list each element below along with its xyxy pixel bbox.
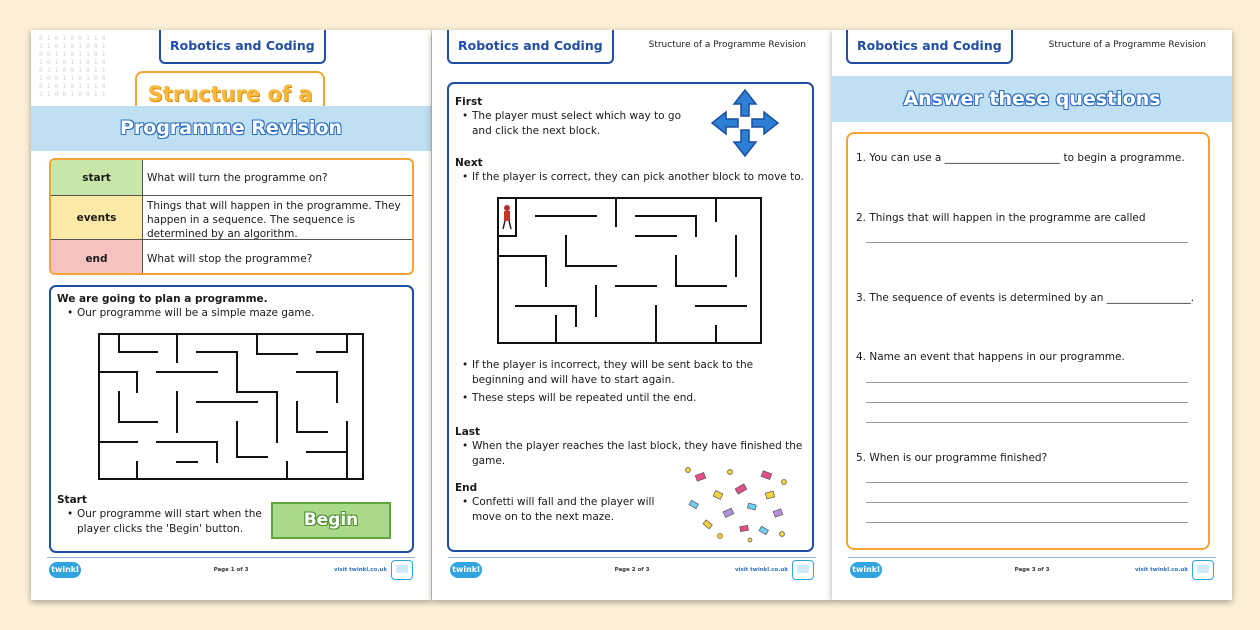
last-bullet: • When the player reaches the last block, they have finished the game.	[472, 439, 812, 468]
title-line-1: Structure of a	[135, 71, 325, 117]
end-heading: End	[455, 482, 478, 494]
site-link[interactable]: visit twinkl.co.uk	[333, 567, 387, 573]
maze-diagram	[97, 332, 367, 482]
badge-icon	[391, 560, 413, 580]
header-tab: Robotics and Coding	[159, 30, 326, 64]
page-number: Page 1 of 3	[213, 567, 249, 573]
binary-decoration: 0 1 0 1 0 0 1 1 0 1 1 0 1 0 1 0 0 1 0 0 1 1 0 1 1 0 1 1 0 1 0 1 1 0 1 0 0 1 1 0 0 1 0 1 1 1 0 0 1 1 0 1 0 0 0 1 0 1 0 1 1 1 0 1 1 0 0 1 0 0 1 1	[39, 34, 106, 98]
first-heading: First	[455, 96, 483, 108]
plan-bullet: • Our programme will be a simple maze game.	[77, 306, 314, 321]
begin-button[interactable]: Begin	[271, 502, 391, 539]
header-tab: Robotics and Coding	[846, 30, 1013, 64]
first-bullet: • The player must select which way to go and click the next block.	[472, 109, 697, 138]
question-5: 5. When is our programme finished?	[856, 452, 1048, 464]
answer-line[interactable]	[866, 242, 1188, 243]
site-link[interactable]: visit twinkl.co.uk	[734, 567, 788, 573]
start-bullet: • Our programme will start when the player clicks the 'Begin' button.	[77, 507, 262, 536]
header-tab: Robotics and Coding	[447, 30, 614, 64]
repeat-bullet: • These steps will be repeated until the end.	[472, 391, 696, 406]
badge-icon	[1192, 560, 1214, 580]
worksheet-page-1	[31, 30, 431, 600]
plan-heading: We are going to plan a programme.	[57, 293, 268, 305]
badge-icon	[792, 560, 814, 580]
answer-line[interactable]	[866, 402, 1188, 403]
questions-box	[846, 132, 1210, 550]
answer-line[interactable]	[866, 422, 1188, 423]
incorrect-bullet: • If the player is incorrect, they will be sent back to the beginning and will have to start again.	[472, 358, 807, 387]
footer-divider	[47, 557, 415, 558]
footer-divider	[448, 557, 816, 558]
answer-line[interactable]	[866, 382, 1188, 383]
page-number: Page 2 of 3	[614, 567, 650, 573]
term-definition: What will stop the programme?	[147, 252, 313, 265]
start-heading: Start	[57, 494, 87, 506]
answer-line[interactable]	[866, 522, 1188, 523]
question-4: 4. Name an event that happens in our programme.	[856, 351, 1125, 363]
page-subtitle: Structure of a Programme Revision	[648, 40, 806, 50]
twinkl-logo: twinkl	[850, 562, 882, 578]
answer-line[interactable]	[866, 502, 1188, 503]
question-3: 3. The sequence of events is determined by an ________________.	[856, 292, 1195, 304]
term-definition: Things that will happen in the programme. They happen in a sequence. The sequence is determined by an algorithm.	[147, 200, 401, 240]
maze-diagram	[496, 196, 764, 346]
answer-line[interactable]	[866, 482, 1188, 483]
title-line-2: Programme Revision	[31, 106, 431, 151]
worksheet-page-3	[832, 30, 1232, 600]
term-definition: What will turn the programme on?	[147, 171, 328, 184]
question-2: 2. Things that will happen in the programme are called	[856, 212, 1146, 224]
player-figure	[503, 205, 511, 229]
terms-table	[49, 158, 414, 275]
twinkl-logo: twinkl	[49, 562, 81, 578]
question-1: 1. You can use a ______________________ to begin a programme.	[856, 152, 1185, 164]
twinkl-logo: twinkl	[450, 562, 482, 578]
next-bullet: • If the player is correct, they can pick another block to move to.	[472, 170, 804, 185]
end-bullet: • Confetti will fall and the player will move on to the next maze.	[472, 495, 682, 524]
confetti-icon	[684, 466, 794, 546]
term-row-events	[51, 196, 412, 240]
direction-arrows-icon	[710, 88, 780, 158]
site-link[interactable]: visit twinkl.co.uk	[1134, 567, 1188, 573]
footer-divider	[848, 557, 1216, 558]
page-subtitle: Structure of a Programme Revision	[1048, 40, 1206, 50]
worksheet-page-2	[432, 30, 832, 600]
questions-title: Answer these questions	[832, 76, 1232, 122]
term-row-start	[51, 160, 412, 196]
term-row-end	[51, 240, 412, 275]
next-heading: Next	[455, 157, 483, 169]
term-label: end	[51, 240, 143, 275]
page-number: Page 3 of 3	[1014, 567, 1050, 573]
term-label: events	[51, 196, 143, 239]
last-heading: Last	[455, 426, 481, 438]
term-label: start	[51, 160, 143, 195]
